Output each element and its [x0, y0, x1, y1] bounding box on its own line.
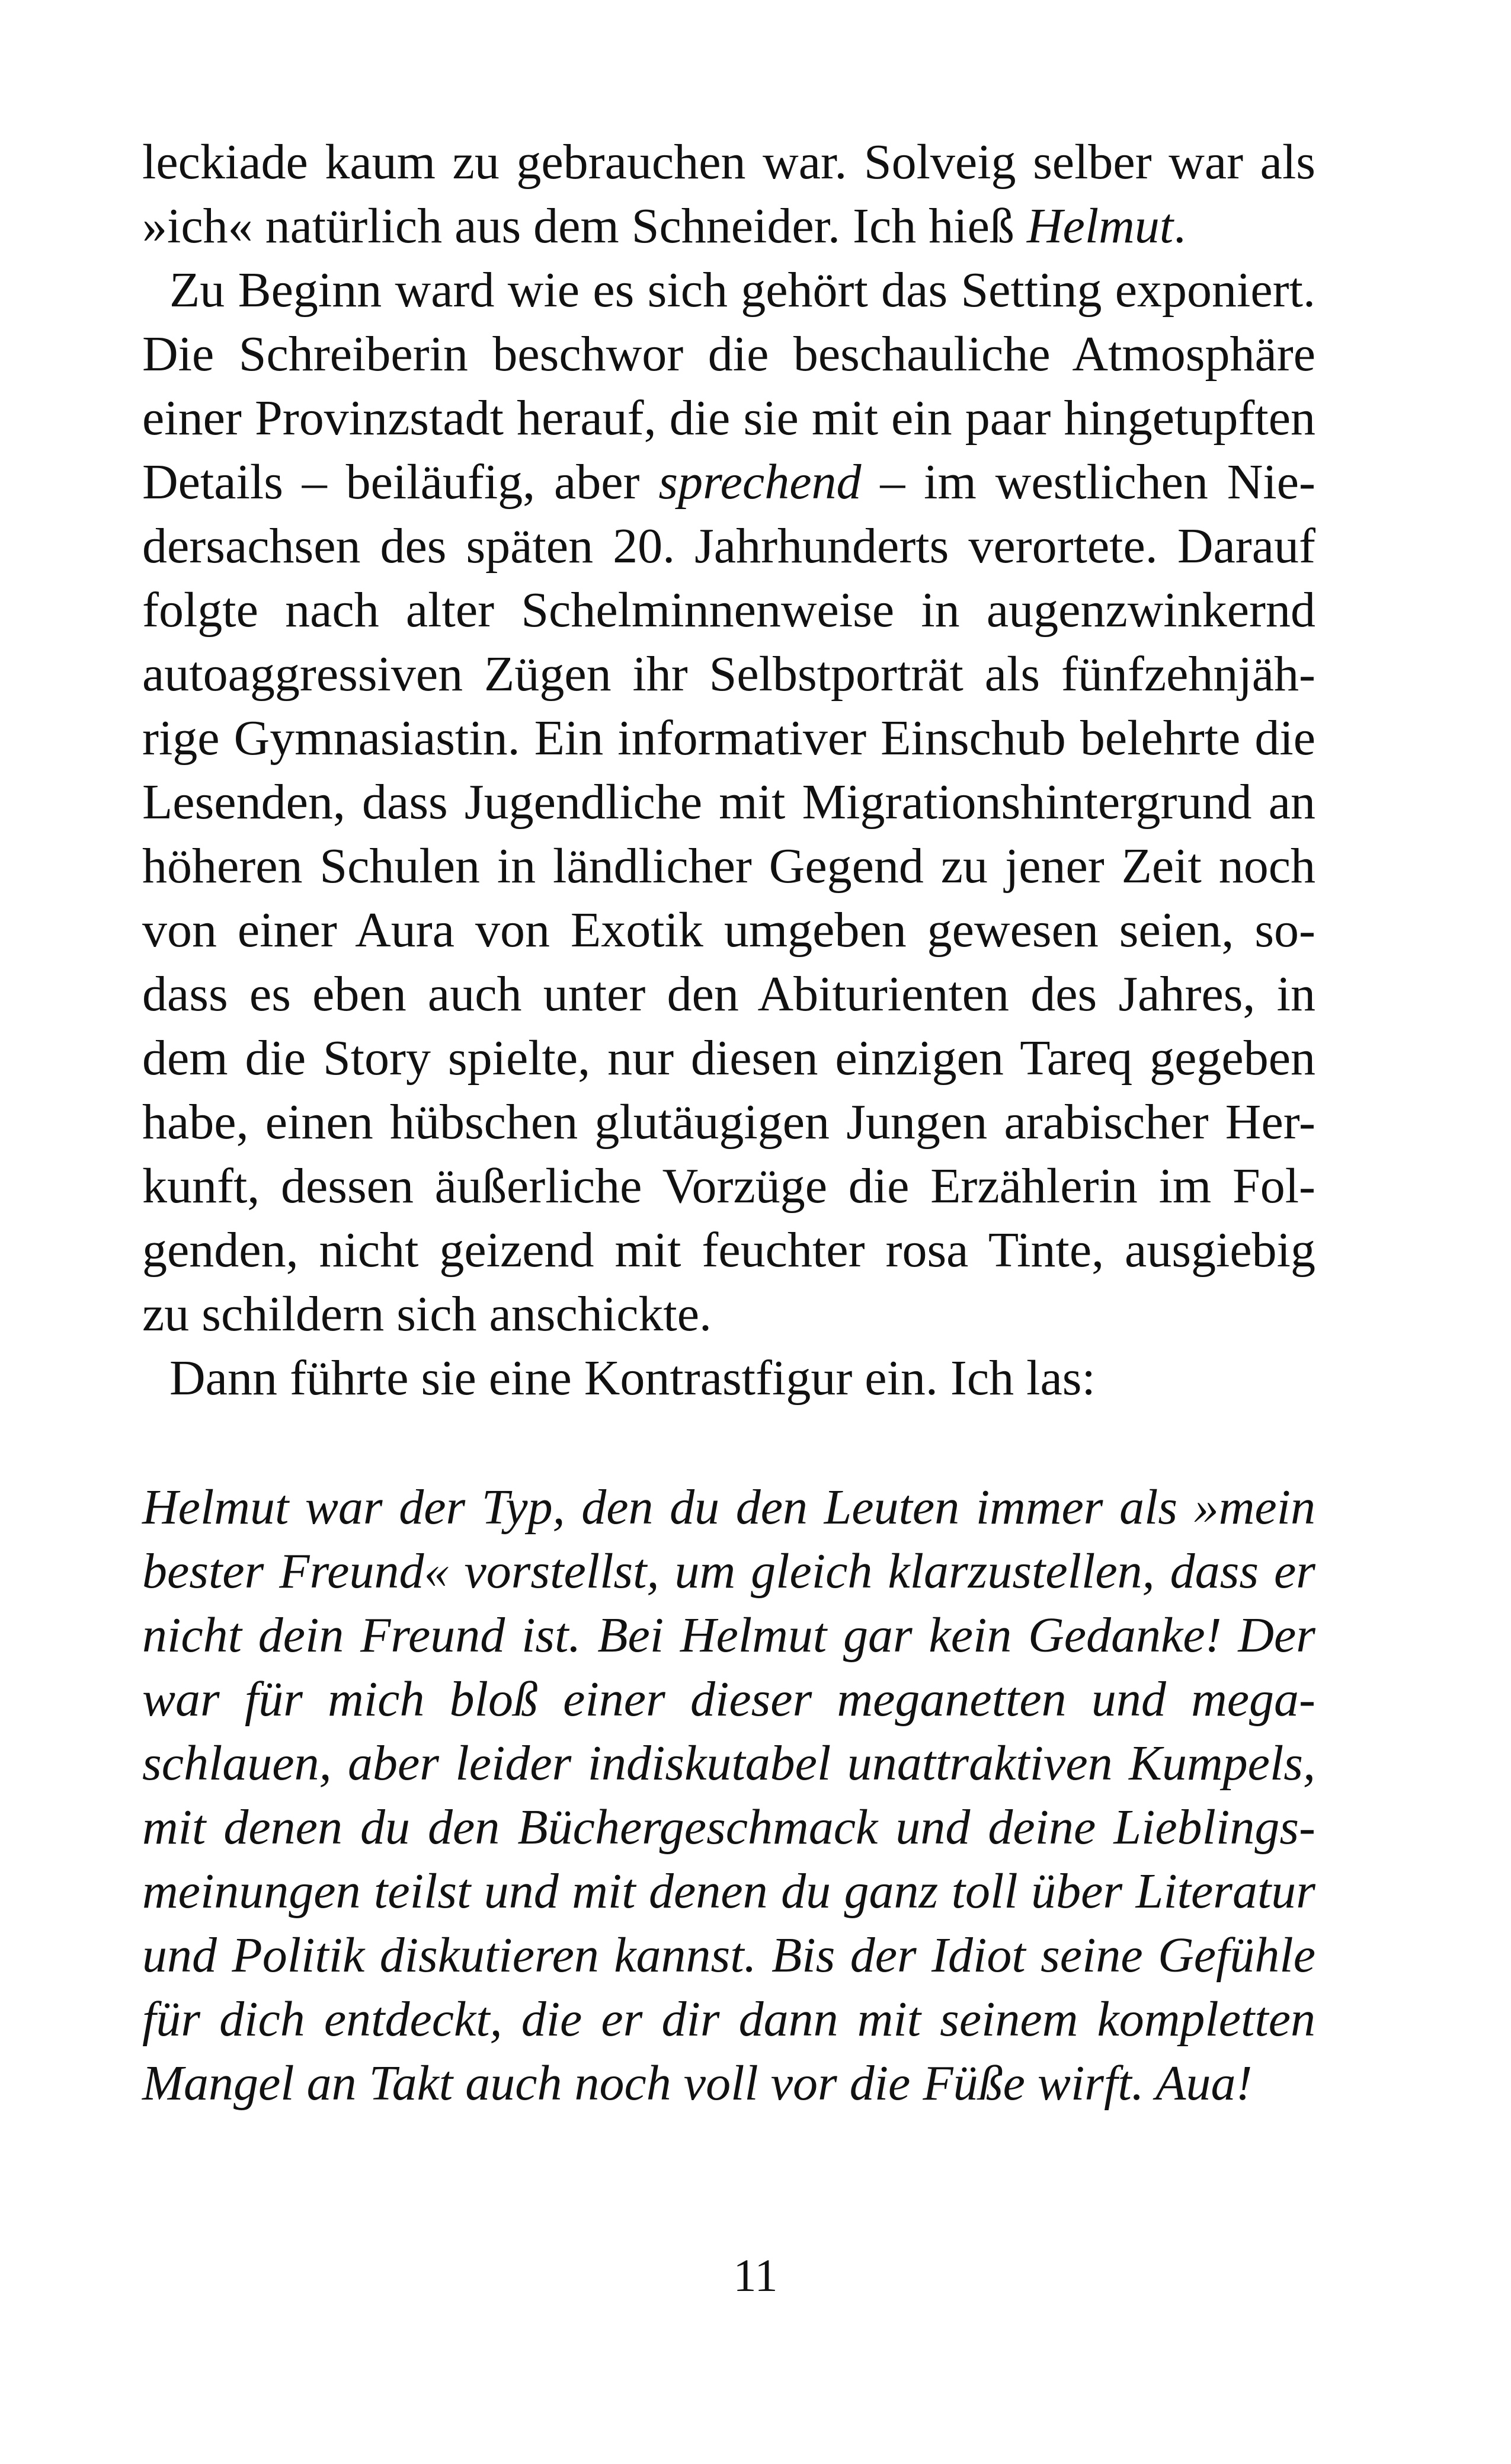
text-line: genden, nicht geizend mit feuchter rosa Tinte, ausgiebig [142, 1223, 1315, 1278]
text-line: rige Gymnasiastin. Ein informativer Einschub belehrte die [142, 711, 1315, 766]
text-line: folgte nach alter Schelminnenweise in augenzwinkernd [142, 583, 1315, 638]
text-line: von einer Aura von Exotik umgeben gewesen seien, so- [142, 903, 1315, 958]
quote-line: für dich entdeckt, die er dir dann mit seinem kompletten [142, 1992, 1315, 2047]
paragraph [142, 1346, 1315, 1410]
text-line: Die Schreiberin beschwor die beschauliche Atmosphäre [142, 327, 1315, 382]
text-line: Dann führte sie eine Kontrastfigur ein. Ich las: [169, 1351, 1096, 1406]
quote-line: meinungen teilst und mit denen du ganz toll über Literatur [142, 1864, 1315, 1919]
paragraph [142, 130, 1315, 258]
text-line: leckiade kaum zu gebrauchen war. Solveig selber war als [142, 135, 1315, 190]
quote-line: nicht dein Freund ist. Bei Helmut gar kein Gedanke! Der [142, 1608, 1315, 1663]
text-line: habe, einen hübschen glutäugigen Jungen arabischer Her- [142, 1095, 1315, 1150]
text-line: autoaggressiven Zügen ihr Selbstporträt als fünfzehnjäh- [142, 647, 1315, 702]
book-page [142, 130, 1315, 2116]
quote-line: Helmut war der Typ, den du den Leuten immer als »mein [142, 1480, 1315, 1535]
quote-line: bester Freund« vorstellst, um gleich klarzustellen, dass er [142, 1544, 1315, 1599]
blank-line [142, 1410, 1315, 1476]
quote-line: Mangel an Takt auch noch voll vor die Füße wirft. Aua! [142, 2056, 1253, 2111]
quoted-excerpt [142, 1476, 1315, 2116]
text-line: dem die Story spielte, nur diesen einzigen Tareq gegeben [142, 1031, 1315, 1086]
text-line: »ich« natürlich aus dem Schneider. Ich hieß Helmut. [142, 199, 1186, 254]
text-line: Zu Beginn ward wie es sich gehört das Setting exponiert. [169, 263, 1315, 318]
text-line: Details – beiläufig, aber sprechend – im westlichen Nie- [142, 455, 1315, 510]
text-line: dersachsen des späten 20. Jahrhunderts verortete. Darauf [142, 519, 1315, 574]
text-line: Lesenden, dass Jugendliche mit Migrationshintergrund an [142, 775, 1315, 830]
paragraph [142, 258, 1315, 1346]
page-number: 11 [733, 2249, 778, 2301]
quote-line: war für mich bloß einer dieser meganetten und mega- [142, 1672, 1315, 1727]
quote-line: und Politik diskutieren kannst. Bis der Idiot seine Gefühle [142, 1928, 1315, 1983]
text-line: höheren Schulen in ländlicher Gegend zu jener Zeit noch [142, 839, 1315, 894]
quote-line: mit denen du den Büchergeschmack und deine Lieblings- [142, 1800, 1315, 1855]
text-line: dass es eben auch unter den Abiturienten des Jahres, in [142, 967, 1315, 1022]
text-line: einer Provinzstadt herauf, die sie mit ein paar hingetupften [142, 391, 1315, 446]
text-line: kunft, dessen äußerliche Vorzüge die Erzählerin im Fol- [142, 1159, 1315, 1214]
text-line: zu schildern sich anschickte. [142, 1287, 712, 1342]
quote-line: schlauen, aber leider indiskutabel unattraktiven Kumpels, [142, 1736, 1315, 1791]
